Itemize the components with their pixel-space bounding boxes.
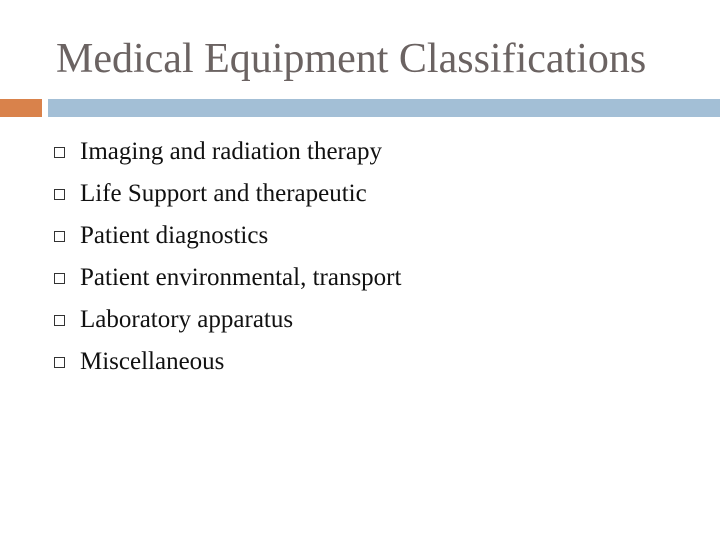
- accent-bar-blue: [48, 99, 720, 117]
- checkbox-icon: [54, 273, 65, 284]
- bullet-text: Patient environmental, transport: [80, 264, 402, 291]
- bullet-text: Life Support and therapeutic: [80, 180, 367, 207]
- bullet-text: Laboratory apparatus: [80, 306, 294, 333]
- bullet-item: [54, 341, 401, 383]
- checkbox-icon: [54, 147, 65, 158]
- bullet-item: [54, 173, 401, 215]
- bullet-text: Miscellaneous: [80, 348, 225, 375]
- bullet-list: [54, 131, 401, 383]
- bullet-item: [54, 215, 401, 257]
- checkbox-icon: [54, 231, 65, 242]
- bullet-item: [54, 257, 401, 299]
- checkbox-icon: [54, 315, 65, 326]
- bullet-text: Patient diagnostics: [80, 222, 269, 249]
- bullet-text: Imaging and radiation therapy: [80, 138, 382, 165]
- accent-bar-orange: [0, 99, 42, 117]
- bullet-item: [54, 131, 401, 173]
- bullet-item: [54, 299, 401, 341]
- checkbox-icon: [54, 357, 65, 368]
- slide-title: Medical Equipment Classifications: [56, 36, 647, 82]
- checkbox-icon: [54, 189, 65, 200]
